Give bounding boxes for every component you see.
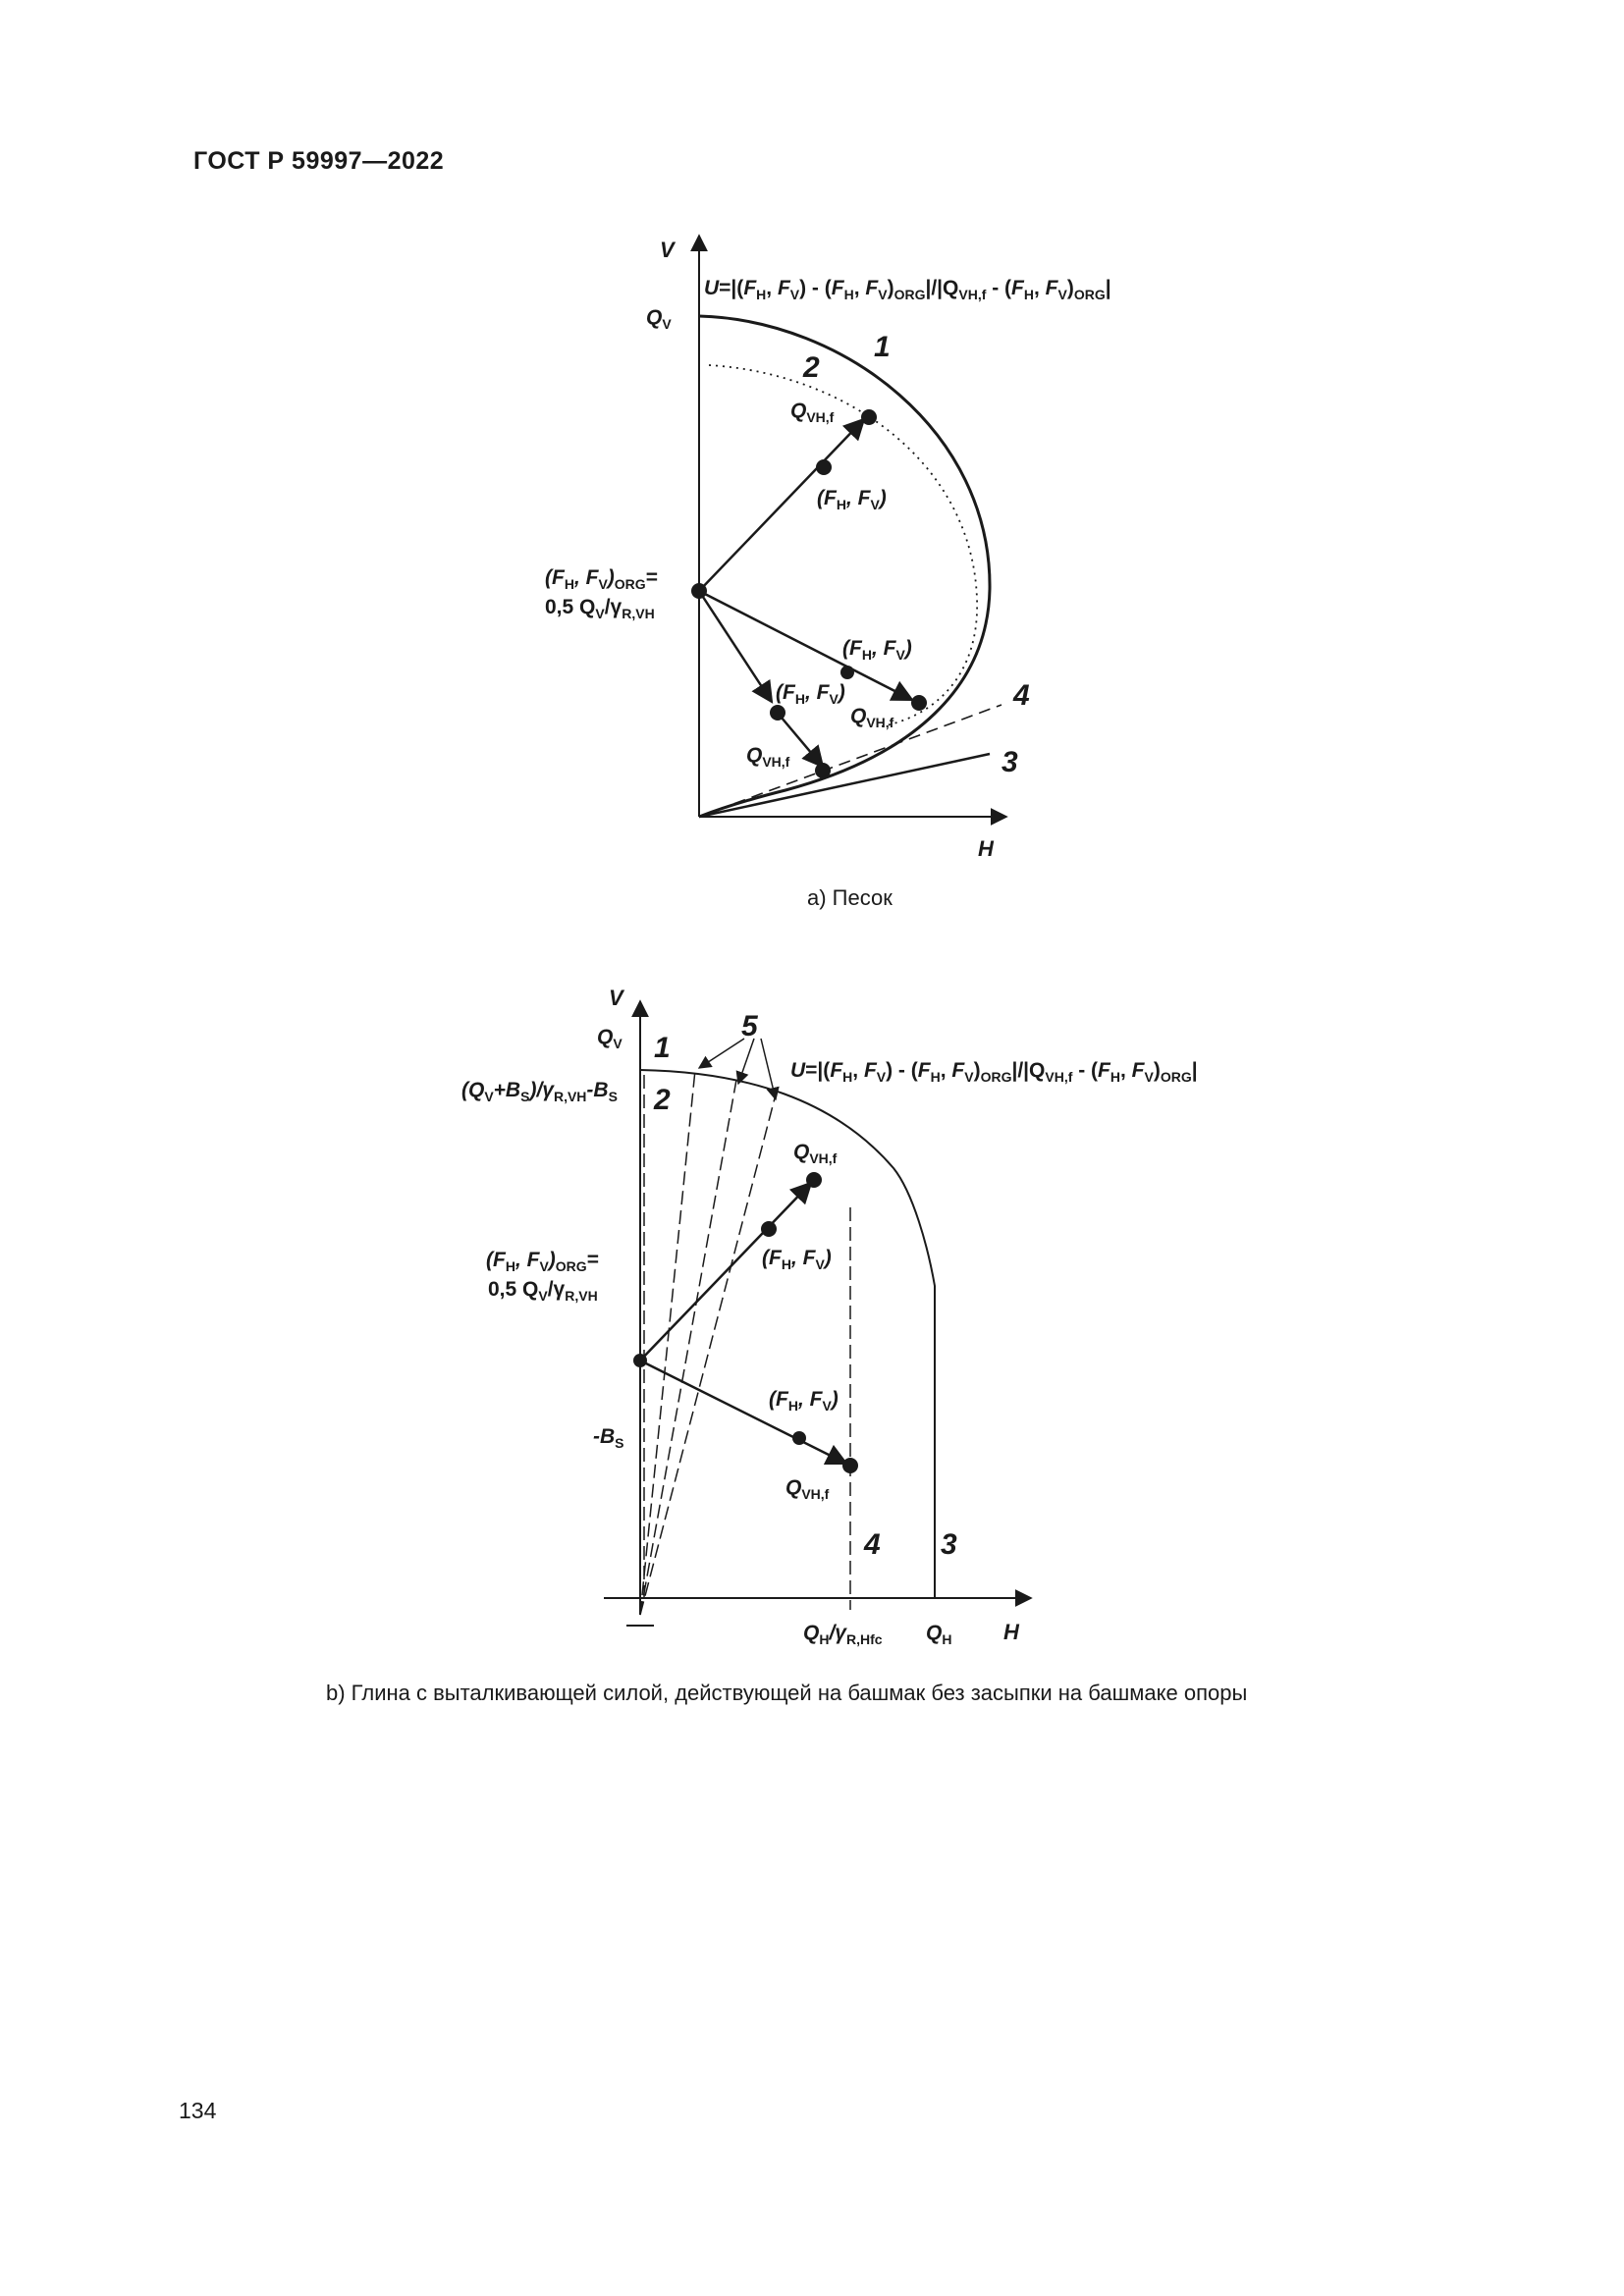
- axis-h-label: H: [978, 836, 994, 861]
- label-qvhf-lower-b: $Q_{VH,f}$: [785, 1476, 830, 1502]
- caption-a: a) Песок: [807, 885, 893, 910]
- label-qvhf-mid: $Q_{VH,f}$: [850, 705, 894, 730]
- axis-v-label-b: V: [609, 986, 623, 1010]
- label-fhfv-mid: ($F_H$, $F_V$): [842, 637, 912, 663]
- pointer-5a: [699, 1039, 744, 1068]
- label-fhfv-lower: ($F_H$, $F_V$): [776, 681, 845, 707]
- curve-label-1: 1: [874, 331, 891, 363]
- formula-u-b: $U=|(F_H$, $F_V) - (F_H$, $F_V)_{ORG}|/|Q_{VH,f} - (F_H$, $F_V)_{ORG}|$: [790, 1059, 1198, 1085]
- point-lower-qvhf-b: [842, 1458, 858, 1473]
- curve-label-4: 4: [1013, 679, 1030, 712]
- qh-gamma-label: $Q_H/\gamma_{R,Hfc}$: [803, 1622, 883, 1647]
- curve-label-5-b: 5: [741, 1010, 758, 1042]
- curve-label-1-b: 1: [654, 1032, 671, 1064]
- vector-lower-b: [640, 1361, 846, 1464]
- curve-1-envelope-b: [640, 1070, 935, 1598]
- label-fhfv-lower-b: ($F_H$, $F_V$): [769, 1388, 839, 1414]
- curve-label-2-b: 2: [654, 1084, 671, 1116]
- pointer-5c: [761, 1039, 776, 1099]
- label-fhfv-upper-b: ($F_H$, $F_V$): [762, 1247, 832, 1272]
- neg-bs-label: $-B_S$: [593, 1425, 624, 1451]
- label-qvhf-upper: $Q_{VH,f}$: [790, 400, 835, 425]
- label-origin-line2-b: 0,5 $Q_V/\gamma_{R,VH}$: [488, 1278, 598, 1304]
- curve-label-3-b: 3: [941, 1528, 957, 1561]
- label-origin-line2: 0,5 $Q_V/\gamma_{R,VH}$: [545, 596, 655, 621]
- qv-label-b: $Q_V$: [597, 1026, 623, 1051]
- qs-label-b: $(Q_V+B_S)/\gamma_{R,VH}-B_S$: [461, 1079, 618, 1104]
- line-5c: [640, 1095, 776, 1615]
- label-qvhf-lower: $Q_{VH,f}$: [746, 744, 790, 770]
- point-upper-qvhf-b: [806, 1172, 822, 1188]
- point-upper-fhfv-b: [761, 1221, 777, 1237]
- axis-v-label: V: [660, 238, 675, 262]
- line-5a: [640, 1070, 695, 1615]
- qh-label: $Q_H$: [926, 1622, 952, 1647]
- point-lower-fhfv-b: [792, 1431, 806, 1445]
- label-origin-line1: ($F_H$, $F_V)_{ORG}=$: [545, 566, 658, 592]
- label-qvhf-upper-b: $Q_{VH,f}$: [793, 1141, 838, 1166]
- standard-header: ГОСТ Р 59997—2022: [193, 147, 445, 175]
- formula-u: $U=|(F_H$, $F_V) - (F_H$, $F_V)_{ORG}|/|Q_{VH,f} - (F_H$, $F_V)_{ORG}|$: [704, 277, 1111, 302]
- label-origin-line1-b: ($F_H$, $F_V)_{ORG}=$: [486, 1249, 599, 1274]
- caption-b: b) Глина с выталкивающей силой, действующей на башмак без засыпки на башмаке опоры: [326, 1681, 1248, 1705]
- pointer-5b: [738, 1039, 754, 1084]
- curve-label-4-b: 4: [864, 1528, 881, 1561]
- point-origin-b: [633, 1354, 647, 1367]
- axis-h-label-b: H: [1003, 1620, 1019, 1644]
- qv-label: $Q_V$: [646, 306, 672, 332]
- curve-label-2: 2: [803, 351, 820, 384]
- label-fhfv-upper: ($F_H$, $F_V$): [817, 487, 887, 512]
- page-number: 134: [179, 2098, 217, 2123]
- curve-label-3: 3: [1001, 746, 1018, 778]
